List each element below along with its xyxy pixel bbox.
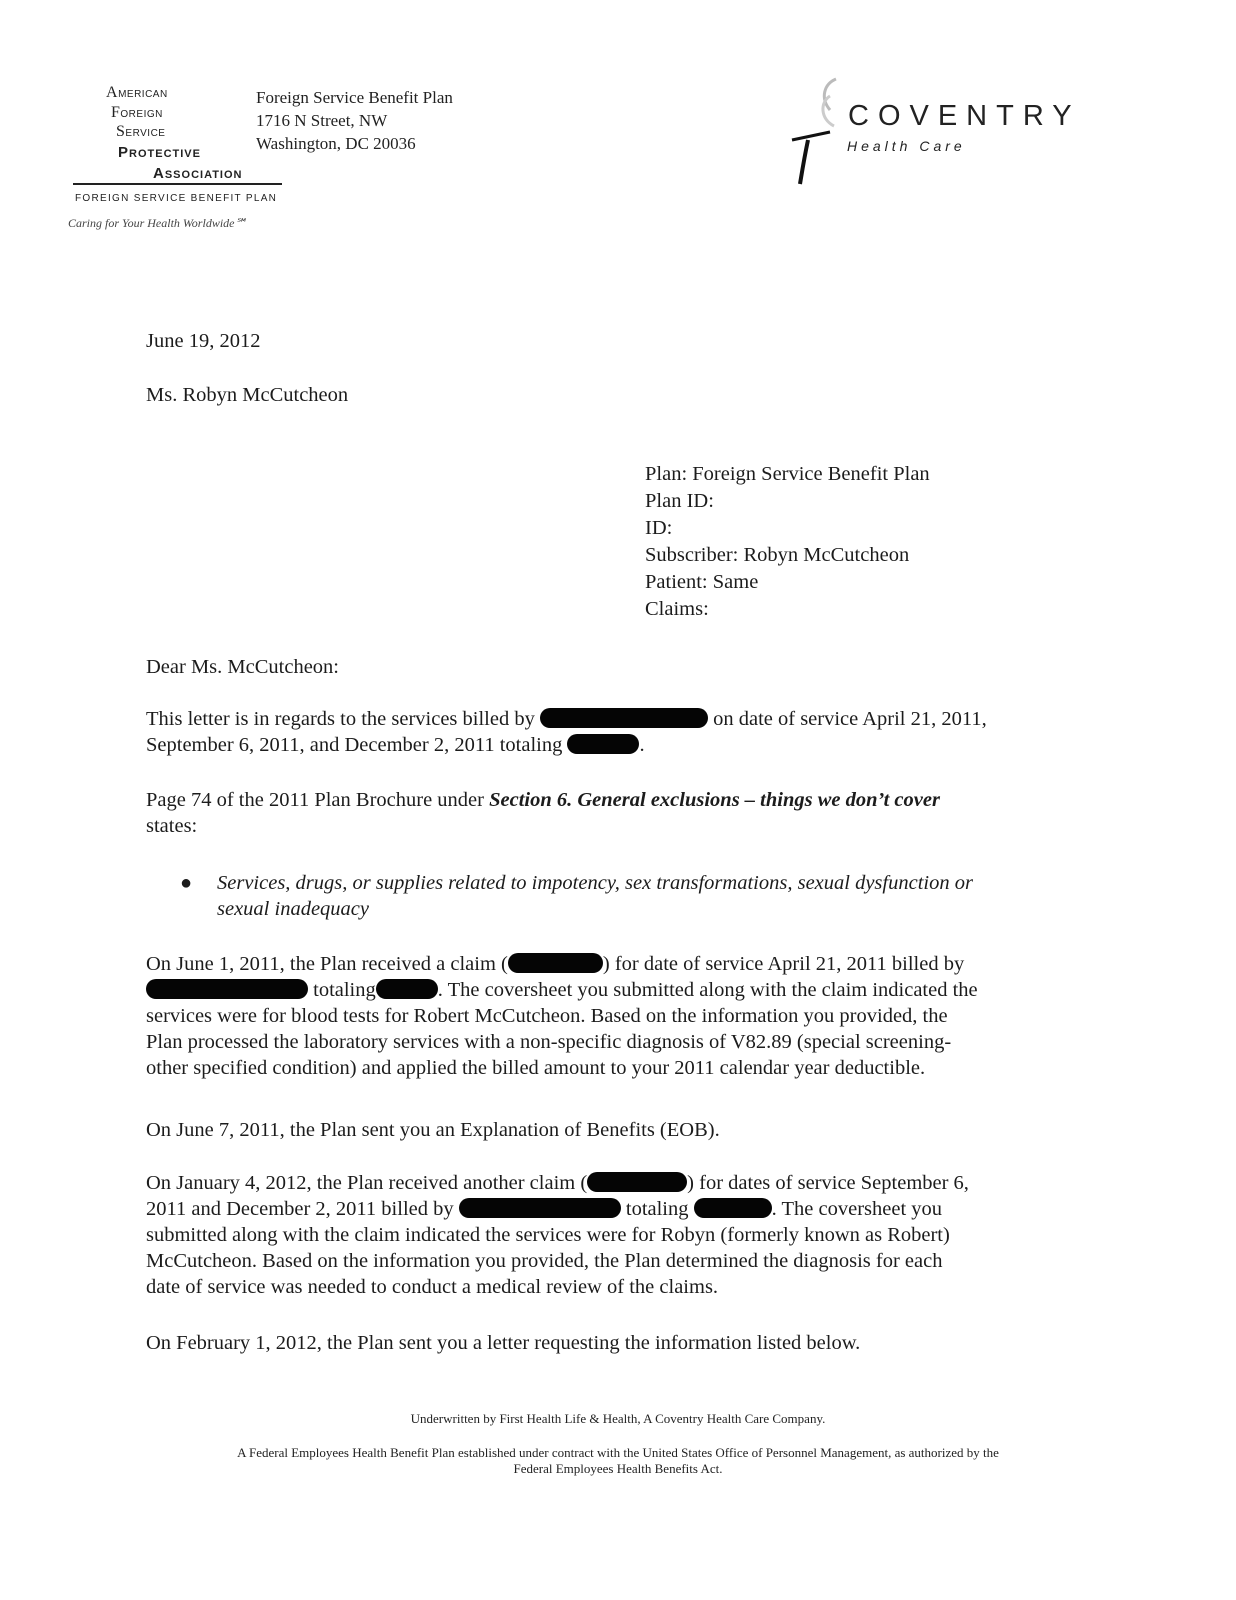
redaction-box xyxy=(459,1198,621,1218)
logo-word-foreign: FOREIGN xyxy=(111,104,163,121)
sender-line: Washington, DC 20036 xyxy=(256,134,416,153)
paragraph-line: services were for blood tests for Robert McCutcheon. Based on the information you provided, the xyxy=(146,1005,948,1027)
addressee: Ms. Robyn McCutcheon xyxy=(146,384,349,406)
coventry-subtitle: Health Care xyxy=(847,138,966,154)
logo-divider xyxy=(73,183,282,185)
coventry-name: COVENTRY xyxy=(848,100,1081,132)
plan-name: Plan: Foreign Service Benefit Plan xyxy=(645,463,930,485)
logo-word-service: SERVICE xyxy=(116,123,166,140)
logo-word-american: AMERICAN xyxy=(106,84,168,101)
logo-word-protective: PROTECTIVE xyxy=(118,144,201,161)
logo-tagline: Caring for Your Health Worldwide℠ xyxy=(68,216,247,230)
paragraph-services xyxy=(146,706,1106,758)
paragraph-january-claim xyxy=(146,1170,1106,1300)
bullet-line: sexual inadequacy xyxy=(217,898,369,920)
bullet-text xyxy=(217,870,1117,922)
member-id: ID: xyxy=(645,517,673,539)
section-reference: Section 6. General exclusions – things we don’t cover xyxy=(489,789,940,811)
footer-line: Federal Employees Health Benefits Act. xyxy=(513,1461,723,1476)
footer-line: A Federal Employees Health Benefit Plan established under contract with the United States Office of Personnel Management, as authorized by the xyxy=(237,1445,999,1460)
paragraph-brochure xyxy=(146,787,1106,839)
subscriber: Subscriber: Robyn McCutcheon xyxy=(645,544,910,566)
paragraph-eob: On June 7, 2011, the Plan sent you an Explanation of Benefits (EOB). xyxy=(146,1119,720,1141)
paragraph-line: Plan processed the laboratory services with a non-specific diagnosis of V82.89 (special screening- xyxy=(146,1031,952,1053)
sender-address xyxy=(256,86,453,155)
paragraph-line: On June 1, 2011, the Plan received a claim ( ) for date of service April 21, 2011 billed by xyxy=(146,953,965,975)
redaction-box xyxy=(146,979,308,999)
redaction-box xyxy=(567,734,639,754)
redaction-box xyxy=(376,979,438,999)
paragraph-june-claim xyxy=(146,951,1106,1081)
sender-line: Foreign Service Benefit Plan xyxy=(256,88,453,107)
logo-word-association: ASSOCIATION xyxy=(153,165,243,182)
redaction-box xyxy=(540,708,708,728)
plan-info xyxy=(645,461,930,623)
bullet-icon: ● xyxy=(180,872,193,894)
patient: Patient: Same xyxy=(645,571,759,593)
paragraph-line: date of service was needed to conduct a medical review of the claims. xyxy=(146,1276,719,1298)
redaction-box xyxy=(508,953,603,973)
redaction-box xyxy=(587,1172,687,1192)
plan-id: Plan ID: xyxy=(645,490,714,512)
paragraph-line: This letter is in regards to the services billed by on date of service April 21, 2011, xyxy=(146,708,987,730)
paragraph-line: states: xyxy=(146,815,198,837)
sender-line: 1716 N Street, NW xyxy=(256,111,388,130)
paragraph-line: On January 4, 2012, the Plan received another claim ( ) for dates of service September 6, xyxy=(146,1172,969,1194)
paragraph-line: McCutcheon. Based on the information you provided, the Plan determined the diagnosis for each xyxy=(146,1250,943,1272)
claims: Claims: xyxy=(645,598,709,620)
paragraph-february-letter: On February 1, 2012, the Plan sent you a letter requesting the information listed below. xyxy=(146,1332,861,1354)
paragraph-line: Page 74 of the 2011 Plan Brochure under Section 6. General exclusions – things we don’t cover xyxy=(146,789,940,811)
bullet-line: Services, drugs, or supplies related to impotency, sex transformations, sexual dysfunction or xyxy=(217,872,973,894)
redaction-box xyxy=(694,1198,772,1218)
footer-fehb xyxy=(130,1445,1106,1477)
coventry-logo-icon xyxy=(790,74,850,189)
logo-subtitle: FOREIGN SERVICE BENEFIT PLAN xyxy=(75,193,278,204)
paragraph-line: submitted along with the claim indicated the services were for Robyn (formerly known as Robert) xyxy=(146,1224,950,1246)
paragraph-line: 2011 and December 2, 2011 billed by totaling . The coversheet you xyxy=(146,1198,943,1220)
paragraph-line: totaling . The coversheet you submitted along with the claim indicated the xyxy=(146,977,1106,1003)
paragraph-line: September 6, 2011, and December 2, 2011 totaling . xyxy=(146,734,645,756)
paragraph-line: other specified condition) and applied the billed amount to your 2011 calendar year deductible. xyxy=(146,1057,926,1079)
letter-date: June 19, 2012 xyxy=(146,330,261,352)
salutation: Dear Ms. McCutcheon: xyxy=(146,656,339,678)
footer-underwritten: Underwritten by First Health Life & Health, A Coventry Health Care Company. xyxy=(410,1411,826,1426)
